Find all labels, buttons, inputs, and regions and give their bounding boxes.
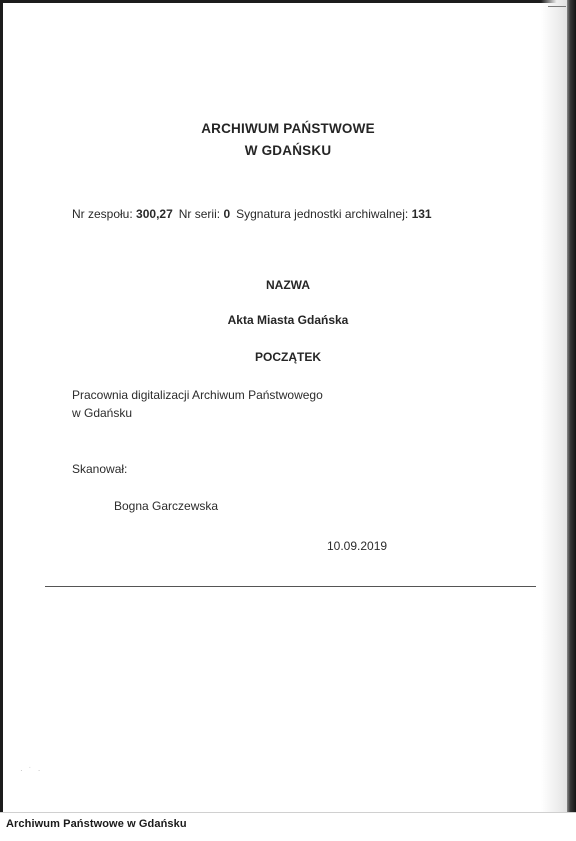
scan-top-edge (0, 0, 576, 3)
footer-bar (0, 812, 576, 841)
signature-value: 131 (411, 207, 432, 221)
scan-date: 10.09.2019 (327, 539, 388, 553)
workshop-line1: Pracownia digitalizacji Archiwum Państwowego (72, 388, 323, 402)
scanner-label: Skanował: (72, 462, 128, 476)
name-heading: NAZWA (266, 278, 310, 292)
archive-header-line1: ARCHIWUM PAŃSTWOWE (201, 121, 375, 136)
signature-label: Sygnatura jednostki archiwalnej: (236, 207, 409, 221)
fonds-label: Nr zespołu: (72, 207, 133, 221)
fonds-value: 300,27 (136, 207, 173, 221)
series-label: Nr serii: (178, 207, 221, 221)
reference-line (72, 206, 432, 222)
workshop-line2: w Gdańsku (72, 406, 133, 420)
series-value: 0 (223, 207, 231, 221)
horizontal-rule (45, 586, 536, 587)
start-heading: POCZĄTEK (255, 350, 321, 364)
scan-specks: · ˙ · (20, 766, 43, 775)
scanner-name: Bogna Garczewska (114, 499, 219, 513)
archive-header (0, 118, 576, 162)
archive-header-line2: W GDAŃSKU (244, 143, 332, 158)
corner-mark (548, 6, 566, 7)
name-value: Akta Miasta Gdańska (227, 313, 349, 327)
footer-archive-name: Archiwum Państwowe w Gdańsku (6, 818, 187, 830)
workshop-info (72, 386, 323, 422)
